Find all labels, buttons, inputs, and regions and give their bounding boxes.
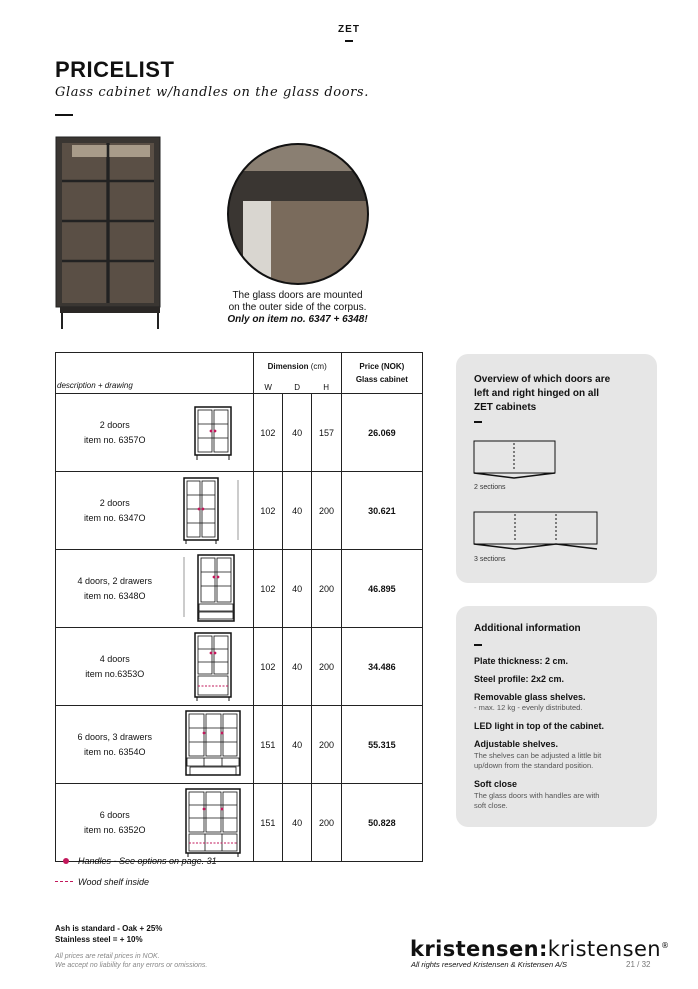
led-light: LED light in top of the cabinet. [474,721,604,731]
col-h: H [323,382,330,392]
adjustable-note-line: The shelves can be adjusted a little bit [474,751,602,760]
cabinet-drawing [184,709,242,781]
item-description: 2 doors [99,420,130,430]
legend-handles: Handles - See options on page. 31 [78,856,217,866]
adjustable-note [474,751,601,771]
cabinet-drawing [184,787,242,859]
price-subheader: Glass cabinet [355,375,408,384]
desc-cell [56,550,174,628]
drawing-cell [173,784,253,862]
dimension-header [254,355,341,371]
cabinet-drawing [182,476,244,546]
liability-note: We accept no liability for any errors or omissions. [55,962,208,969]
additional-info-panel [456,606,657,827]
col-w: W [264,382,272,392]
dimension-header-cell [253,353,341,394]
cabinet-product-photo [42,133,172,333]
overview-dash [474,421,482,423]
width-cell: 102 [253,394,282,472]
two-section-diagram [473,440,557,480]
dimension-unit: (cm) [310,361,327,371]
table-row [56,550,423,628]
page-number: 21 / 32 [626,960,651,969]
soft-close-note-line: soft close. [474,801,508,810]
three-section-label: 3 sections [474,556,506,563]
title-divider [55,114,73,116]
table-row [56,706,423,784]
hinge-overview-panel [456,354,657,583]
adjustable-heading: Adjustable shelves. [474,739,559,749]
info-dash [474,644,482,646]
depth-cell: 40 [283,550,312,628]
desc-cell [56,628,174,706]
cabinet-drawing [193,405,233,461]
depth-cell: 40 [283,472,312,550]
soft-close-note-line: The glass doors with handles are with [474,791,600,800]
item-number: item no. 6348O [83,591,146,601]
col-d: D [294,382,301,392]
door-caption [195,290,400,326]
price-cell: 55.315 [341,706,422,784]
item-description: 6 doors, 3 drawers [77,732,152,742]
brand-logo [410,937,669,961]
cabinet-drawing [182,553,244,625]
logo-separator: : [538,937,548,961]
overview-title-line: left and right hinged on all [474,388,599,399]
item-number: item no.6353O [85,669,145,679]
height-cell: 200 [312,784,341,862]
price-header-cell [341,353,422,394]
width-cell: 102 [253,472,282,550]
table-row [56,784,423,862]
drawing-header-cell [173,353,253,394]
item-description: 2 doors [99,498,130,508]
price-cell: 50.828 [341,784,422,862]
desc-cell [56,472,174,550]
price-cell: 30.621 [341,472,422,550]
desc-header: description + drawing [57,381,133,390]
drawing-cell [173,706,253,784]
drawing-cell [173,472,253,550]
height-cell: 200 [312,472,341,550]
cabinet-drawing [193,631,233,703]
item-number: item no. 6347O [83,513,146,523]
retail-note: All prices are retail prices in NOK. [55,953,160,960]
info-title: Additional information [474,623,581,634]
logo-right: kristensen [547,937,661,961]
table-row [56,628,423,706]
table-row [56,472,423,550]
drawing-cell [173,628,253,706]
price-header: Price (NOK) [359,362,405,371]
item-number: item no. 6357O [83,435,146,445]
item-description: 4 doors [99,654,130,664]
height-cell: 200 [312,628,341,706]
caption-line: on the outer side of the corpus. [228,302,367,313]
steel-note: Stainless steel = + 10% [55,935,143,944]
three-section-diagram [473,511,599,551]
caption-line: The glass doors are mounted [232,290,363,301]
legend-shelf: Wood shelf inside [78,877,150,887]
adjustable-note-line: up/down from the standard position. [474,761,594,770]
caption-note: Only on item no. 6347 + 6348! [227,314,368,325]
height-cell: 200 [312,550,341,628]
ash-note: Ash is standard - Oak + 25% [55,924,163,933]
two-section-label: 2 sections [474,484,506,491]
depth-cell: 40 [283,784,312,862]
soft-close-heading: Soft close [474,779,518,789]
height-cell: 200 [312,706,341,784]
depth-cell: 40 [283,628,312,706]
registered-mark: ® [660,941,670,950]
price-table [55,352,423,862]
page-subtitle: Glass cabinet w/handles on the glass doors. [55,85,369,100]
width-cell: 151 [253,706,282,784]
overview-title-line: ZET cabinets [474,402,537,413]
shelves-note: - max. 12 kg - evenly distributed. [474,703,583,712]
drawing-cell [173,394,253,472]
drawing-cell [173,550,253,628]
price-cell: 26.069 [341,394,422,472]
copyright: All rights reserved Kristensen & Kristensen A/S [411,960,568,969]
item-description: 4 doors, 2 drawers [77,576,152,586]
dimension-title: Dimension [267,361,309,371]
depth-cell: 40 [283,706,312,784]
desc-cell [56,784,174,862]
shelves-heading: Removable glass shelves. [474,692,586,702]
steel-profile: Steel profile: 2x2 cm. [474,674,565,684]
soft-close-note [474,791,599,811]
logo-left: kristensen [410,937,539,961]
handle-dot-icon [63,858,69,864]
item-description: 6 doors [99,810,130,820]
width-cell: 102 [253,550,282,628]
height-cell: 157 [312,394,341,472]
table-header-row [56,353,423,394]
brand-header: ZET [338,24,360,35]
item-number: item no. 6354O [83,747,146,757]
overview-title-line: Overview of which doors are [474,374,611,385]
depth-cell: 40 [283,394,312,472]
brand-underline [345,40,353,42]
width-cell: 151 [253,784,282,862]
dashed-line-icon [55,881,73,882]
price-cell: 34.486 [341,628,422,706]
door-detail-photo [225,141,371,287]
width-cell: 102 [253,628,282,706]
overview-title [474,373,610,415]
desc-header-cell [56,353,174,394]
page-title: PRICELIST [55,57,175,82]
desc-cell [56,706,174,784]
price-cell: 46.895 [341,550,422,628]
plate-thickness: Plate thickness: 2 cm. [474,656,569,666]
table-row [56,394,423,472]
desc-cell [56,394,174,472]
item-number: item no. 6352O [83,825,146,835]
